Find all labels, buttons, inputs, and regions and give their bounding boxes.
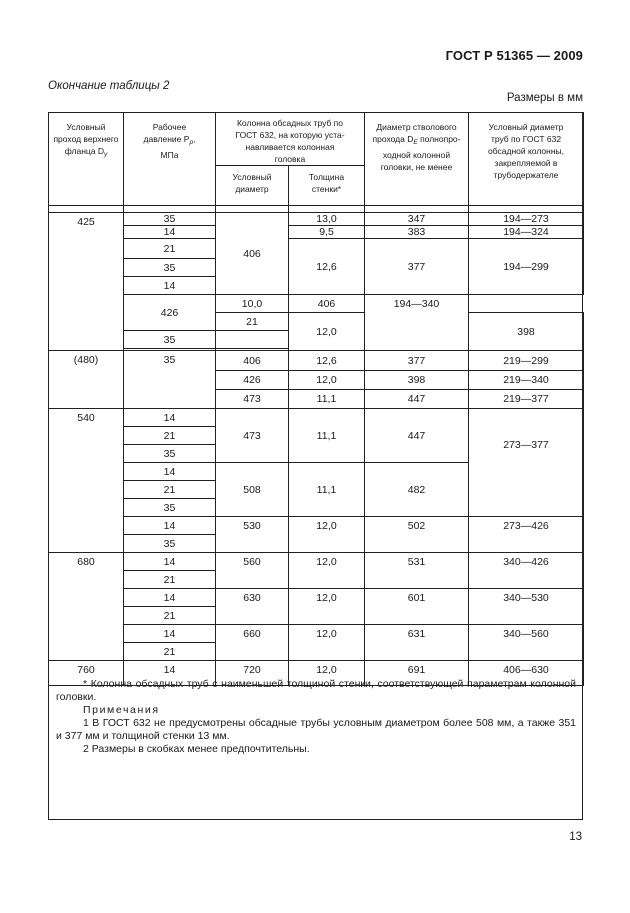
standard-header: ГОСТ Р 51365 — 2009	[445, 48, 583, 63]
header-nominal-diameter: Условный диаметр	[216, 166, 289, 206]
table-row: 21 12,0 398	[49, 313, 584, 331]
table-row: 21	[49, 643, 584, 661]
table-row: 426 12,0 398 219—340	[49, 371, 584, 390]
header-wall-thickness: Толщина стенки*	[289, 166, 365, 206]
table-row: 14 530 12,0 502 273—426	[49, 517, 584, 535]
table-row: 14 508 11,1 482	[49, 463, 584, 481]
footnote: * Колонна обсадных труб с наименьшей толщиной стенки, соответствующей параметрам колонной головки.	[56, 678, 576, 703]
table-row: 21	[49, 607, 584, 625]
note-2: 2 Размеры в скобках менее предпочтительны.	[83, 743, 310, 755]
flange-cell: (480)	[49, 351, 124, 409]
header-bore-diameter: Диаметр стволового прохода $D_E$ полнопро- ходной колонной головки, не менее	[365, 113, 469, 206]
page-number: 13	[569, 831, 582, 843]
header-pressure: Рабочее давление $P_p$, МПа	[124, 113, 216, 206]
table-row: 35	[49, 499, 584, 517]
table-row: 473 11,1 447 219—377	[49, 390, 584, 409]
table-row: 14 660 12,0 631 340—560	[49, 625, 584, 643]
table-row: 14 630 12,0 601 340—530	[49, 589, 584, 607]
table-spacer-row	[49, 206, 584, 213]
units-note: Размеры в мм	[506, 92, 583, 104]
diameter-cell: 406	[216, 213, 289, 295]
notes-title: Примечания	[83, 704, 160, 716]
dimensions-table	[48, 112, 584, 686]
table-row: 426 10,0 406 194—340	[49, 295, 584, 313]
table-row: 425 35 406 13,0 347 194—273	[49, 213, 584, 226]
note-1: 1 В ГОСТ 632 не предусмотрены обсадные трубы условным диаметром более 508 мм, а также 351 и 377 мм и толщиной стенки 13 мм.	[56, 717, 576, 742]
flange-cell: 760	[49, 661, 124, 686]
table-row: 35	[49, 331, 584, 349]
table-row: 680 14 560 12,0 531 340—426	[49, 553, 584, 571]
table-row: 21	[49, 481, 584, 499]
flange-cell: 425	[49, 213, 124, 351]
table-row: 21 12,6 377 194—299	[49, 239, 584, 259]
table-row: 35	[49, 259, 584, 277]
header-flange: Условный проход верхнего фланца $D_y$	[49, 113, 124, 206]
table-row: (480) 35 406 12,6 377 219—299	[49, 351, 584, 371]
table-row: 35	[49, 535, 584, 553]
table-row: 760 14 720 12,0 691 406—630	[49, 661, 584, 686]
table-row: 14	[49, 277, 584, 295]
table-row: 35	[49, 445, 584, 463]
flange-cell: 680	[49, 553, 124, 661]
table-row: 21	[49, 571, 584, 589]
table-row: 14 9,5 383 194—324	[49, 226, 584, 239]
table-caption: Окончание таблицы 2	[48, 80, 170, 92]
header-casing-column: Колонна обсадных труб по ГОСТ 632, на которую уста- навливается колонная головка	[216, 113, 365, 166]
table-notes	[56, 678, 576, 756]
table-row: 21	[49, 427, 584, 445]
table-header-row	[49, 113, 584, 166]
flange-cell: 540	[49, 409, 124, 553]
table-row: 540 14 473 11,1 447 273—377	[49, 409, 584, 427]
header-pipe-diameter: Условный диаметр труб по ГОСТ 632 обсадной колонны, закрепляемой в трубодержателе	[469, 113, 584, 206]
